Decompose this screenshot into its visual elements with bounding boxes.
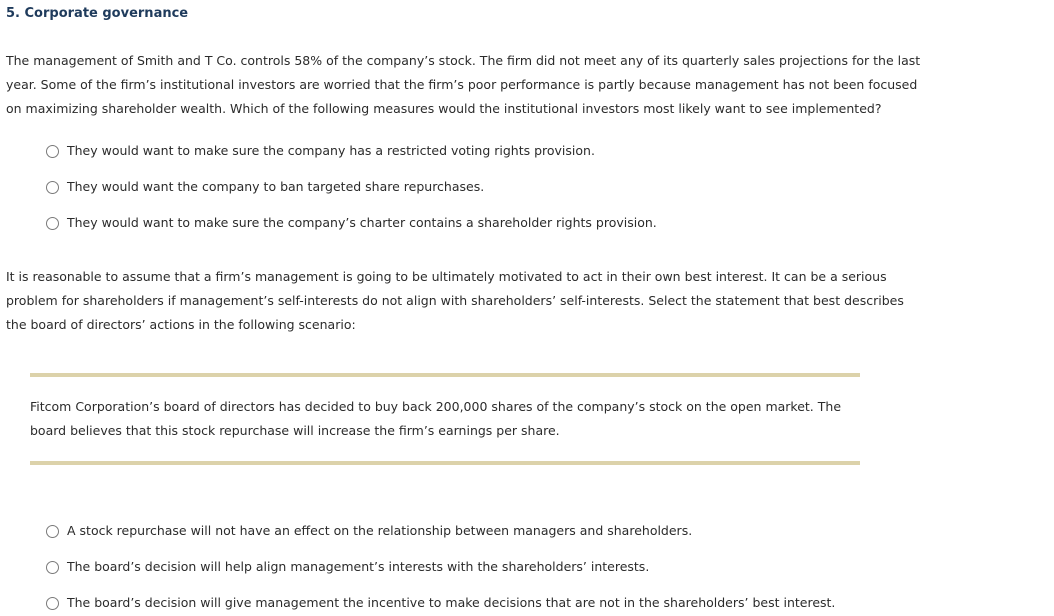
radio-button[interactable] bbox=[46, 181, 59, 194]
option-label: They would want to make sure the company has a restricted voting rights provision. bbox=[67, 143, 595, 158]
answer-option-align-interests[interactable] bbox=[46, 558, 649, 576]
scenario-bottom-divider bbox=[30, 461, 860, 465]
answer-option-restricted-voting[interactable] bbox=[46, 142, 595, 160]
scenario-text: Fitcom Corporation’s board of directors has decided to buy back 200,000 shares of the company’s stock on the open market. The board believes that this stock repurchase will increase the firm’s earnings per share. bbox=[30, 399, 842, 438]
answer-option-ban-targeted-repurchases[interactable] bbox=[46, 178, 484, 196]
question-prompt: The management of Smith and T Co. controls 58% of the company’s stock. The firm did not meet any of its quarterly sales projections for the last year. Some of the firm’s institutional investors are worried that the firm’s poor performance is partly because management has not been focused on maximizing shareholder wealth. Which of the following measures would the institutional investors most likely want to see implemented? bbox=[6, 53, 921, 116]
option-label: The board’s decision will give management the incentive to make decisions that are not in the shareholders’ best interest. bbox=[67, 595, 836, 610]
option-label: A stock repurchase will not have an effect on the relationship between managers and shareholders. bbox=[67, 523, 693, 538]
question-title: 5. Corporate governance bbox=[6, 6, 189, 21]
scenario-top-divider bbox=[30, 373, 860, 377]
radio-button[interactable] bbox=[46, 217, 59, 230]
radio-button[interactable] bbox=[46, 145, 59, 158]
answer-option-shareholder-rights[interactable] bbox=[46, 214, 657, 232]
question-prompt-2: It is reasonable to assume that a firm’s management is going to be ultimately motivated to act in their own best interest. It can be a serious problem for shareholders if management’s self-interests do not align with shareholders’ self-interests. Select the statement that best describes the board of directors’ actions in the following scenario: bbox=[6, 269, 904, 332]
radio-button[interactable] bbox=[46, 597, 59, 610]
option-label: They would want the company to ban targeted share repurchases. bbox=[67, 179, 485, 194]
option-label: The board’s decision will help align management’s interests with the shareholders’ interests. bbox=[67, 559, 650, 574]
radio-button[interactable] bbox=[46, 525, 59, 538]
answer-option-misaligned-incentive[interactable] bbox=[46, 594, 835, 612]
answer-option-no-effect[interactable] bbox=[46, 522, 692, 540]
option-label: They would want to make sure the company’s charter contains a shareholder rights provision. bbox=[67, 215, 657, 230]
radio-button[interactable] bbox=[46, 561, 59, 574]
